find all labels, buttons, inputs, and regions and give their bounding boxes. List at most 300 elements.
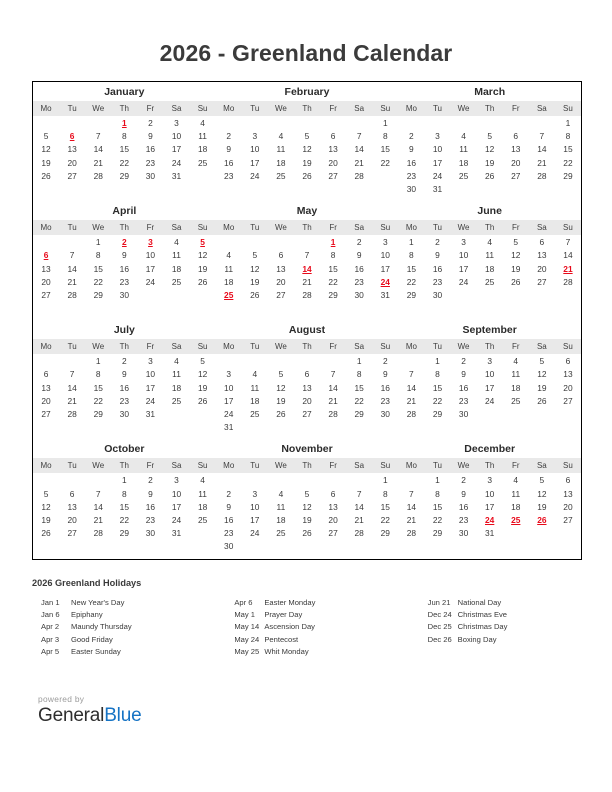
day-cell[interactable]: 8 (435, 488, 440, 499)
day-cell[interactable]: 8 (330, 250, 336, 261)
day-cell[interactable]: 1 (382, 118, 388, 128)
day-cell[interactable]: 7 (565, 237, 571, 248)
day-cell[interactable]: 3 (148, 356, 153, 367)
day-cell[interactable]: 16 (458, 501, 469, 512)
day-cell[interactable]: 2 (226, 131, 232, 142)
day-cell[interactable]: 7 (69, 369, 75, 380)
day-cell[interactable]: 9 (148, 131, 153, 142)
day-cell[interactable]: 23 (224, 528, 234, 539)
day-cell[interactable]: 2 (382, 356, 388, 367)
day-cell[interactable]: 24 (250, 170, 260, 181)
day-cell[interactable]: 13 (563, 369, 573, 380)
day-cell[interactable]: 17 (250, 157, 260, 168)
day-cell[interactable]: 22 (432, 514, 443, 525)
day-cell[interactable]: 23 (432, 276, 443, 287)
day-cell[interactable]: 19 (250, 276, 260, 287)
day-cell[interactable]: 12 (485, 144, 495, 155)
day-cell[interactable]: 29 (432, 528, 443, 539)
day-cell[interactable]: 22 (380, 514, 390, 525)
day-cell[interactable]: 26 (41, 528, 51, 539)
day-cell[interactable]: 3 (174, 475, 179, 486)
day-cell[interactable]: 9 (409, 144, 414, 155)
day-cell[interactable]: 11 (276, 144, 286, 155)
day-cell[interactable]: 21 (67, 395, 77, 406)
day-cell[interactable]: 6 (330, 131, 336, 142)
day-cell[interactable]: 30 (145, 528, 156, 539)
day-cell[interactable]: 28 (67, 409, 77, 419)
day-cell[interactable]: 26 (485, 170, 495, 181)
day-cell[interactable]: 12 (197, 369, 208, 380)
day-cell[interactable]: 16 (224, 157, 234, 168)
day-cell[interactable]: 5 (43, 131, 49, 142)
day-cell[interactable]: 27 (563, 514, 573, 525)
day-cell[interactable]: 8 (409, 250, 414, 261)
day-cell[interactable]: 4 (174, 356, 179, 367)
day-cell[interactable]: 6 (513, 131, 519, 142)
day-cell[interactable]: 9 (121, 250, 127, 261)
day-cell[interactable]: 10 (380, 250, 390, 261)
day-cell[interactable]: 2 (461, 475, 466, 486)
day-cell[interactable]: 21 (406, 514, 417, 525)
day-cell[interactable]: 30 (380, 409, 390, 419)
day-cell[interactable]: 12 (41, 501, 51, 512)
day-cell-holiday[interactable]: 2 (121, 237, 127, 248)
day-cell[interactable]: 3 (461, 237, 466, 248)
day-cell[interactable]: 30 (145, 170, 156, 181)
day-cell[interactable]: 18 (458, 157, 469, 168)
day-cell[interactable]: 12 (302, 144, 312, 155)
day-cell[interactable]: 25 (197, 157, 208, 168)
day-cell[interactable]: 25 (197, 514, 208, 525)
day-cell-holiday[interactable]: 1 (330, 237, 336, 248)
day-cell[interactable]: 10 (458, 250, 469, 261)
day-cell[interactable]: 28 (537, 170, 547, 181)
day-cell[interactable]: 29 (380, 528, 390, 539)
day-cell[interactable]: 16 (432, 263, 443, 274)
day-cell[interactable]: 28 (93, 170, 103, 181)
day-cell[interactable]: 3 (226, 369, 232, 380)
day-cell[interactable]: 2 (409, 131, 414, 142)
day-cell[interactable]: 1 (435, 475, 440, 486)
day-cell[interactable]: 24 (171, 157, 182, 168)
day-cell[interactable]: 30 (119, 289, 129, 300)
day-cell[interactable]: 31 (485, 528, 495, 539)
day-cell[interactable]: 22 (93, 276, 103, 287)
day-cell[interactable]: 10 (171, 488, 182, 499)
day-cell[interactable]: 3 (382, 237, 388, 248)
day-cell[interactable]: 2 (148, 118, 153, 128)
day-cell[interactable]: 25 (171, 395, 182, 406)
day-cell[interactable]: 15 (380, 501, 390, 512)
day-cell[interactable]: 22 (432, 395, 443, 406)
day-cell[interactable]: 8 (435, 369, 440, 380)
day-cell-holiday[interactable]: 14 (302, 263, 312, 274)
day-cell[interactable]: 25 (171, 276, 182, 287)
day-cell[interactable]: 12 (197, 250, 208, 261)
day-cell[interactable]: 18 (171, 382, 182, 393)
day-cell[interactable]: 14 (328, 382, 338, 393)
day-cell[interactable]: 21 (537, 157, 547, 168)
day-cell[interactable]: 11 (198, 131, 207, 142)
day-cell[interactable]: 7 (539, 131, 545, 142)
day-cell-holiday[interactable]: 1 (121, 118, 127, 128)
day-cell[interactable]: 7 (409, 369, 414, 380)
day-cell[interactable]: 6 (539, 237, 545, 248)
day-cell[interactable]: 9 (226, 144, 232, 155)
day-cell[interactable]: 26 (41, 170, 51, 181)
day-cell[interactable]: 12 (537, 369, 547, 380)
day-cell[interactable]: 24 (145, 395, 156, 406)
day-cell[interactable]: 21 (406, 395, 417, 406)
day-cell[interactable]: 13 (328, 501, 338, 512)
day-cell[interactable]: 13 (67, 144, 77, 155)
day-cell[interactable]: 11 (224, 263, 234, 274)
day-cell[interactable]: 21 (93, 157, 103, 168)
day-cell[interactable]: 23 (380, 395, 390, 406)
day-cell[interactable]: 15 (119, 501, 129, 512)
day-cell[interactable]: 26 (197, 395, 208, 406)
day-cell[interactable]: 8 (382, 488, 388, 499)
day-cell[interactable]: 7 (356, 488, 362, 499)
day-cell[interactable]: 29 (354, 409, 364, 419)
day-cell[interactable]: 10 (171, 131, 182, 142)
day-cell[interactable]: 28 (406, 528, 417, 539)
day-cell[interactable]: 23 (458, 395, 469, 406)
day-cell[interactable]: 10 (145, 369, 156, 380)
day-cell[interactable]: 30 (458, 528, 469, 539)
day-cell[interactable]: 13 (67, 501, 77, 512)
day-cell[interactable]: 4 (200, 475, 205, 486)
day-cell[interactable]: 19 (302, 157, 312, 168)
day-cell[interactable]: 20 (41, 395, 51, 406)
day-cell[interactable]: 4 (278, 488, 284, 499)
day-cell[interactable]: 24 (458, 276, 469, 287)
day-cell[interactable]: 23 (458, 514, 469, 525)
day-cell-holiday[interactable]: 6 (69, 131, 75, 142)
day-cell[interactable]: 19 (197, 382, 208, 393)
day-cell[interactable]: 29 (93, 289, 103, 300)
day-cell[interactable]: 4 (278, 131, 284, 142)
day-cell[interactable]: 5 (200, 356, 205, 367)
day-cell[interactable]: 1 (435, 356, 440, 367)
day-cell[interactable]: 28 (302, 289, 312, 300)
day-cell[interactable]: 14 (354, 144, 364, 155)
day-cell[interactable]: 17 (171, 144, 182, 155)
day-cell[interactable]: 19 (537, 501, 547, 512)
day-cell[interactable]: 10 (485, 369, 495, 380)
day-cell[interactable]: 26 (302, 170, 312, 181)
day-cell[interactable]: 2 (461, 356, 466, 367)
day-cell[interactable]: 8 (95, 369, 101, 380)
day-cell[interactable]: 27 (276, 289, 286, 300)
day-cell[interactable]: 16 (145, 501, 156, 512)
day-cell[interactable]: 11 (172, 250, 181, 261)
day-cell[interactable]: 8 (382, 131, 388, 142)
day-cell[interactable]: 6 (565, 356, 571, 367)
day-cell[interactable]: 17 (432, 157, 443, 168)
day-cell[interactable]: 9 (461, 369, 466, 380)
day-cell[interactable]: 15 (93, 263, 103, 274)
day-cell[interactable]: 17 (458, 263, 469, 274)
day-cell[interactable]: 20 (41, 276, 51, 287)
day-cell[interactable]: 25 (511, 395, 521, 406)
day-cell[interactable]: 7 (69, 250, 75, 261)
day-cell[interactable]: 26 (250, 289, 260, 300)
day-cell[interactable]: 17 (485, 501, 495, 512)
day-cell[interactable]: 28 (354, 528, 364, 539)
day-cell[interactable]: 14 (93, 144, 103, 155)
day-cell[interactable]: 27 (41, 289, 51, 300)
day-cell[interactable]: 8 (565, 131, 571, 142)
day-cell[interactable]: 13 (563, 488, 573, 499)
day-cell[interactable]: 10 (250, 144, 260, 155)
day-cell[interactable]: 20 (328, 514, 338, 525)
day-cell[interactable]: 14 (406, 501, 417, 512)
day-cell[interactable]: 14 (537, 144, 547, 155)
day-cell[interactable]: 19 (197, 263, 208, 274)
day-cell[interactable]: 29 (406, 289, 417, 300)
day-cell[interactable]: 6 (278, 250, 284, 261)
day-cell[interactable]: 19 (511, 263, 521, 274)
day-cell[interactable]: 25 (276, 170, 286, 181)
day-cell[interactable]: 24 (224, 409, 234, 419)
day-cell[interactable]: 2 (226, 488, 232, 499)
day-cell[interactable]: 18 (171, 263, 182, 274)
day-cell[interactable]: 18 (511, 382, 521, 393)
day-cell[interactable]: 4 (200, 118, 205, 128)
day-cell[interactable]: 15 (354, 382, 364, 393)
day-cell[interactable]: 12 (511, 250, 521, 261)
day-cell[interactable]: 21 (328, 395, 338, 406)
day-cell[interactable]: 16 (380, 382, 390, 393)
day-cell[interactable]: 1 (121, 475, 127, 486)
day-cell[interactable]: 27 (511, 170, 521, 181)
day-cell[interactable]: 10 (250, 501, 260, 512)
day-cell[interactable]: 9 (226, 501, 232, 512)
day-cell[interactable]: 3 (487, 475, 492, 486)
day-cell[interactable]: 22 (119, 514, 129, 525)
day-cell[interactable]: 16 (119, 263, 129, 274)
day-cell[interactable]: 20 (67, 157, 77, 168)
day-cell[interactable]: 21 (354, 514, 364, 525)
day-cell[interactable]: 29 (93, 409, 103, 419)
day-cell-holiday[interactable]: 24 (485, 514, 495, 525)
day-cell[interactable]: 7 (95, 488, 101, 499)
day-cell[interactable]: 16 (354, 263, 364, 274)
day-cell[interactable]: 31 (380, 289, 390, 300)
day-cell[interactable]: 7 (409, 488, 414, 499)
day-cell[interactable]: 1 (382, 475, 388, 486)
day-cell[interactable]: 16 (458, 382, 469, 393)
day-cell[interactable]: 4 (513, 475, 519, 486)
day-cell[interactable]: 22 (563, 157, 573, 168)
day-cell[interactable]: 7 (356, 131, 362, 142)
day-cell[interactable]: 1 (356, 356, 362, 367)
day-cell[interactable]: 15 (93, 382, 103, 393)
day-cell[interactable]: 17 (171, 501, 182, 512)
day-cell[interactable]: 10 (485, 488, 495, 499)
day-cell[interactable]: 28 (328, 409, 338, 419)
day-cell-holiday[interactable]: 6 (43, 250, 49, 261)
day-cell[interactable]: 14 (354, 501, 364, 512)
day-cell-holiday[interactable]: 3 (148, 237, 153, 248)
day-cell[interactable]: 24 (485, 395, 495, 406)
day-cell[interactable]: 5 (252, 250, 258, 261)
day-cell[interactable]: 26 (197, 276, 208, 287)
day-cell[interactable]: 11 (511, 369, 521, 380)
day-cell[interactable]: 20 (276, 276, 286, 287)
day-cell[interactable]: 26 (302, 528, 312, 539)
day-cell[interactable]: 23 (145, 514, 156, 525)
day-cell[interactable]: 6 (330, 488, 336, 499)
day-cell[interactable]: 12 (41, 144, 51, 155)
day-cell[interactable]: 29 (119, 528, 129, 539)
day-cell[interactable]: 16 (224, 514, 234, 525)
day-cell[interactable]: 17 (224, 395, 234, 406)
day-cell[interactable]: 13 (511, 144, 521, 155)
day-cell[interactable]: 9 (148, 488, 153, 499)
day-cell[interactable]: 22 (380, 157, 390, 168)
day-cell[interactable]: 11 (459, 144, 468, 155)
day-cell-holiday[interactable]: 25 (224, 289, 234, 300)
day-cell[interactable]: 19 (41, 157, 51, 168)
day-cell[interactable]: 15 (328, 263, 338, 274)
day-cell[interactable]: 4 (226, 250, 232, 261)
day-cell[interactable]: 27 (537, 276, 547, 287)
day-cell[interactable]: 4 (487, 237, 492, 248)
day-cell[interactable]: 23 (406, 170, 417, 181)
day-cell[interactable]: 10 (145, 250, 156, 261)
day-cell[interactable]: 11 (172, 369, 181, 380)
day-cell[interactable]: 10 (432, 144, 443, 155)
day-cell[interactable]: 9 (382, 369, 388, 380)
day-cell[interactable]: 5 (278, 369, 284, 380)
day-cell[interactable]: 19 (302, 514, 312, 525)
day-cell[interactable]: 21 (354, 157, 364, 168)
day-cell[interactable]: 3 (252, 131, 258, 142)
day-cell[interactable]: 11 (276, 501, 286, 512)
day-cell[interactable]: 5 (43, 488, 49, 499)
day-cell[interactable]: 17 (145, 263, 156, 274)
day-cell[interactable]: 5 (487, 131, 492, 142)
day-cell[interactable]: 23 (354, 276, 364, 287)
day-cell[interactable]: 12 (276, 382, 286, 393)
day-cell[interactable]: 20 (537, 263, 547, 274)
day-cell[interactable]: 28 (67, 289, 77, 300)
day-cell[interactable]: 14 (67, 382, 77, 393)
day-cell[interactable]: 13 (41, 263, 51, 274)
day-cell[interactable]: 16 (406, 157, 417, 168)
day-cell[interactable]: 22 (328, 276, 338, 287)
day-cell[interactable]: 6 (304, 369, 310, 380)
day-cell[interactable]: 17 (250, 514, 260, 525)
day-cell[interactable]: 5 (304, 131, 310, 142)
day-cell[interactable]: 27 (302, 409, 312, 419)
day-cell[interactable]: 27 (563, 395, 573, 406)
day-cell[interactable]: 15 (432, 382, 443, 393)
day-cell[interactable]: 26 (511, 276, 521, 287)
day-cell[interactable]: 3 (435, 131, 440, 142)
day-cell[interactable]: 19 (41, 514, 51, 525)
day-cell[interactable]: 21 (302, 276, 312, 287)
day-cell[interactable]: 27 (67, 528, 77, 539)
day-cell[interactable]: 12 (537, 488, 547, 499)
day-cell[interactable]: 22 (119, 157, 129, 168)
day-cell[interactable]: 6 (565, 475, 571, 486)
day-cell[interactable]: 5 (539, 475, 545, 486)
day-cell[interactable]: 22 (93, 395, 103, 406)
day-cell[interactable]: 27 (328, 528, 338, 539)
day-cell[interactable]: 2 (148, 475, 153, 486)
day-cell[interactable]: 7 (304, 250, 310, 261)
day-cell[interactable]: 27 (41, 409, 51, 419)
day-cell[interactable]: 29 (563, 170, 573, 181)
day-cell[interactable]: 17 (145, 382, 156, 393)
day-cell[interactable]: 2 (435, 237, 440, 248)
day-cell[interactable]: 18 (250, 395, 260, 406)
day-cell[interactable]: 31 (171, 528, 182, 539)
day-cell[interactable]: 13 (276, 263, 286, 274)
day-cell[interactable]: 28 (406, 409, 417, 419)
day-cell[interactable]: 4 (252, 369, 258, 380)
day-cell[interactable]: 4 (513, 356, 519, 367)
day-cell[interactable]: 8 (356, 369, 362, 380)
day-cell[interactable]: 16 (145, 144, 156, 155)
day-cell[interactable]: 21 (67, 276, 77, 287)
day-cell[interactable]: 29 (328, 289, 338, 300)
day-cell[interactable]: 4 (174, 237, 179, 248)
day-cell[interactable]: 31 (432, 183, 443, 194)
day-cell-holiday[interactable]: 5 (200, 237, 205, 248)
day-cell[interactable]: 14 (67, 263, 77, 274)
day-cell[interactable]: 25 (276, 528, 286, 539)
day-cell[interactable]: 23 (224, 170, 234, 181)
day-cell[interactable]: 12 (302, 501, 312, 512)
day-cell[interactable]: 6 (43, 369, 49, 380)
day-cell[interactable]: 29 (432, 409, 443, 419)
day-cell[interactable]: 23 (145, 157, 156, 168)
day-cell[interactable]: 17 (485, 382, 495, 393)
day-cell[interactable]: 26 (276, 409, 286, 419)
day-cell[interactable]: 22 (406, 276, 417, 287)
day-cell[interactable]: 7 (95, 131, 101, 142)
day-cell[interactable]: 15 (119, 144, 129, 155)
day-cell[interactable]: 30 (458, 409, 469, 419)
day-cell[interactable]: 23 (119, 276, 129, 287)
day-cell[interactable]: 8 (121, 488, 127, 499)
day-cell[interactable]: 13 (537, 250, 547, 261)
day-cell[interactable]: 9 (356, 250, 362, 261)
day-cell[interactable]: 18 (276, 157, 286, 168)
day-cell[interactable]: 30 (354, 289, 364, 300)
day-cell[interactable]: 30 (224, 541, 234, 552)
day-cell[interactable]: 14 (563, 250, 573, 261)
day-cell[interactable]: 24 (145, 276, 156, 287)
day-cell[interactable]: 8 (95, 250, 101, 261)
day-cell[interactable]: 1 (565, 118, 571, 128)
day-cell[interactable]: 20 (511, 157, 521, 168)
day-cell[interactable]: 18 (197, 144, 208, 155)
day-cell[interactable]: 2 (121, 356, 127, 367)
day-cell[interactable]: 1 (95, 237, 101, 248)
day-cell[interactable]: 24 (171, 514, 182, 525)
day-cell[interactable]: 2 (356, 237, 362, 248)
day-cell[interactable]: 7 (330, 369, 336, 380)
day-cell[interactable]: 18 (485, 263, 495, 274)
day-cell[interactable]: 1 (95, 356, 101, 367)
day-cell[interactable]: 4 (461, 131, 466, 142)
day-cell[interactable]: 11 (198, 488, 207, 499)
